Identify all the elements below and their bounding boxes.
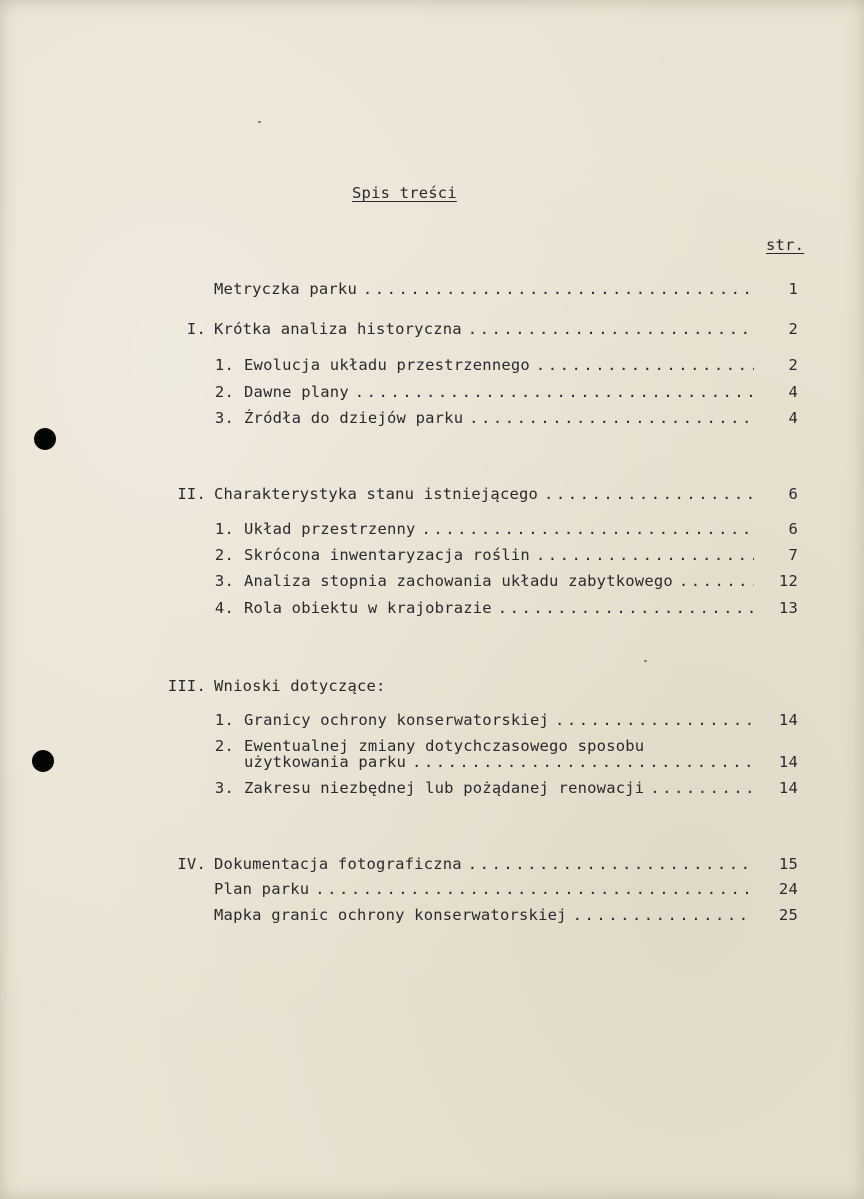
paper-speck [644, 660, 647, 662]
toc-entry [0, 599, 864, 619]
toc-entry-page: 14 [778, 779, 798, 797]
toc-entry-text: Układ przestrzenny . . . [244, 520, 754, 538]
toc-section [0, 320, 864, 340]
toc-entry [0, 520, 864, 540]
toc-entry-number: 2. [214, 546, 234, 564]
toc-entry-page: 4 [788, 383, 798, 401]
toc-entry-number: 2. [214, 737, 234, 755]
toc-entry [0, 711, 864, 731]
toc-entry-number: 1. [214, 520, 234, 538]
toc-entry-text: Dokumentacja fotograficzna . . . [214, 855, 754, 873]
toc-entry-number: 3. [214, 572, 234, 590]
toc-entry-page: 1 [788, 280, 798, 298]
toc-entry-text: Charakterystyka stanu istniejącego . . . [214, 485, 754, 503]
toc-entry-text: Analiza stopnia zachowania układu zabytkowego . . . [244, 572, 754, 590]
toc-entry [0, 880, 864, 900]
toc-section [0, 855, 864, 875]
toc-entry-page: 2 [788, 356, 798, 374]
toc-entry-text: Ewentualnej zmiany dotychczasowego sposobu [244, 737, 645, 755]
toc-entry [0, 779, 864, 799]
toc-entry-text: Zakresu niezbędnej lub pożądanej renowacji . . . [244, 779, 754, 797]
toc-section-number: I. [186, 320, 206, 338]
toc-entry-page: 6 [788, 485, 798, 503]
toc-entry [0, 906, 864, 926]
toc-entry-page: 13 [778, 599, 798, 617]
page-column-header: str. [766, 236, 805, 254]
toc-entry-number: 2. [214, 383, 234, 401]
toc-entry-text: Mapka granic ochrony konserwatorskiej . . . [214, 906, 754, 924]
toc-entry-text: Wnioski dotyczące: [214, 677, 386, 695]
toc-entry-number: 1. [214, 711, 234, 729]
toc-entry-text: Skrócona inwentaryzacja roślin . . . [244, 546, 754, 564]
toc-section [0, 677, 864, 697]
toc-entry-text: Źródła do dziejów parku . . . [244, 409, 754, 427]
toc-entry-text: Ewolucja układu przestrzennego . . . [244, 356, 754, 374]
toc-entry-page: 24 [778, 880, 798, 898]
toc-title: Spis treści [352, 184, 457, 202]
toc-entry-page: 14 [778, 711, 798, 729]
toc-entry [0, 280, 864, 300]
toc-entry [0, 546, 864, 566]
toc-section-number: III. [167, 677, 206, 695]
toc-entry-number: 1. [214, 356, 234, 374]
toc-entry-number: 4. [214, 599, 234, 617]
toc-entry-number: 3. [214, 779, 234, 797]
toc-entry [0, 409, 864, 429]
paper-speck [258, 121, 261, 123]
toc-entry-number: 3. [214, 409, 234, 427]
toc-entry-page: 15 [778, 855, 798, 873]
toc-entry [0, 572, 864, 592]
toc-entry-text: użytkowania parku . . . [244, 753, 754, 771]
toc-entry-continuation [0, 753, 864, 773]
toc-entry-text: Metryczka parku . . . [214, 280, 754, 298]
toc-entry-page: 4 [788, 409, 798, 427]
toc-entry [0, 383, 864, 403]
toc-entry-page: 2 [788, 320, 798, 338]
toc-entry-page: 12 [778, 572, 798, 590]
toc-entry [0, 356, 864, 376]
toc-section-number: II. [177, 485, 206, 503]
toc-entry-text: Rola obiektu w krajobrazie . . . [244, 599, 754, 617]
toc-entry-text: Krótka analiza historyczna . . . [214, 320, 754, 338]
toc-entry-page: 14 [778, 753, 798, 771]
toc-entry-text: Dawne plany . . . [244, 383, 754, 401]
toc-entry-page: 25 [778, 906, 798, 924]
toc-entry-text: Granicy ochrony konserwatorskiej . . . [244, 711, 754, 729]
toc-entry-text: Plan parku . . . [214, 880, 754, 898]
toc-section [0, 485, 864, 505]
punch-hole [34, 428, 56, 450]
toc-section-number: IV. [177, 855, 206, 873]
toc-entry-page: 7 [788, 546, 798, 564]
toc-entry-page: 6 [788, 520, 798, 538]
